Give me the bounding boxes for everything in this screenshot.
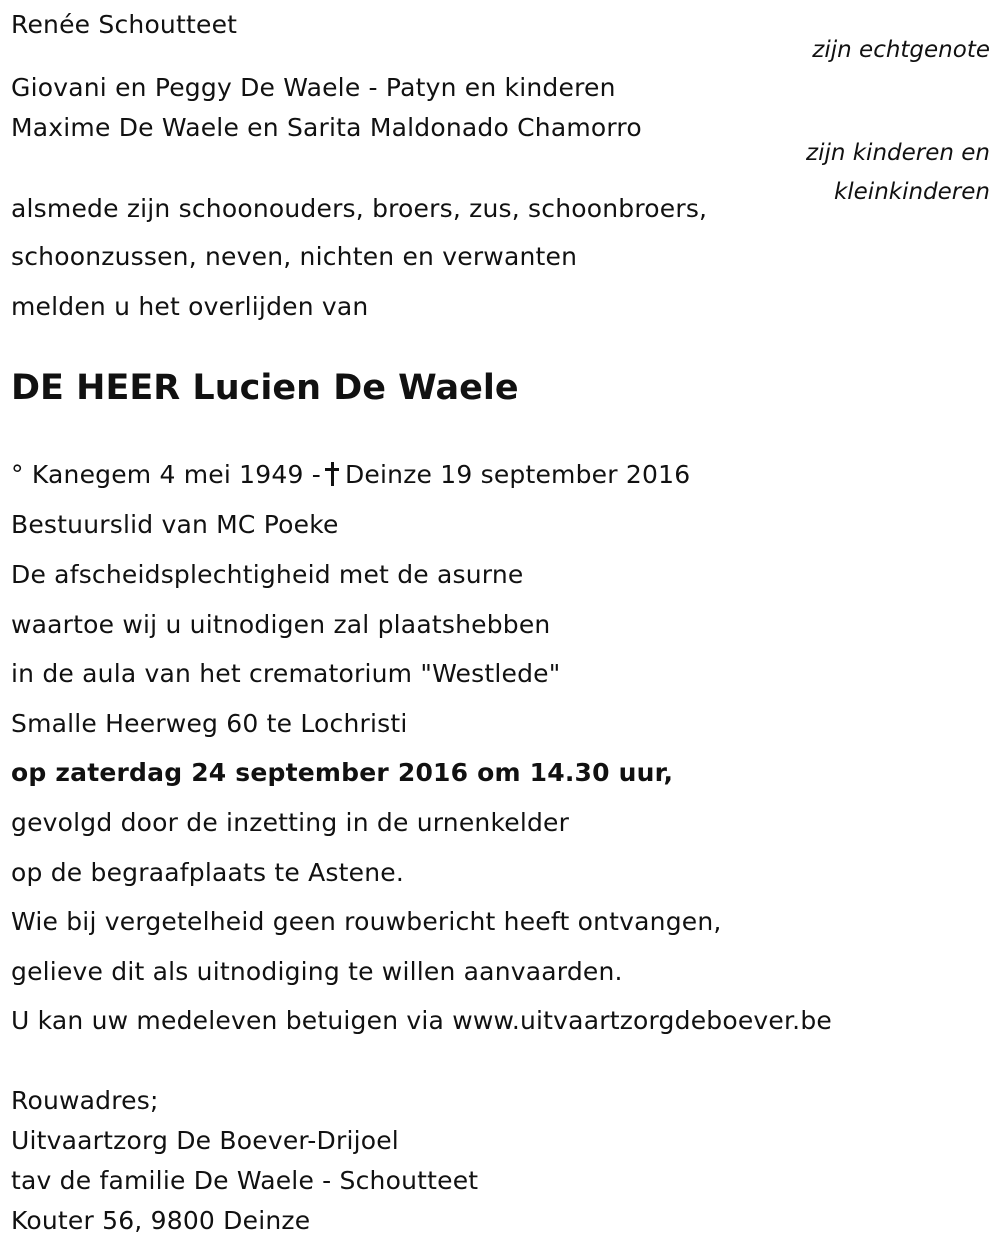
ceremony-after-line-3: Wie bij vergetelheid geen rouwbericht heeft ontvangen, (11, 907, 722, 936)
spouse-name: Renée Schoutteet (11, 10, 238, 39)
children-role-line-2: kleinkinderen (833, 179, 990, 205)
address-line-3: Kouter 56, 9800 Deinze (11, 1206, 311, 1235)
ceremony-date-time: op zaterdag 24 september 2016 om 14.30 uur, (11, 758, 674, 787)
children-line-1: Giovani en Peggy De Waele - Patyn en kinderen (11, 73, 616, 102)
spouse-role: zijn echtgenote (812, 37, 990, 63)
deceased-name: DE HEER Lucien De Waele (11, 368, 519, 408)
address-line-1: Uitvaartzorg De Boever-Drijoel (11, 1126, 399, 1155)
ceremony-line-2: waartoe wij u uitnodigen zal plaatshebben (11, 610, 551, 639)
deceased-role: Bestuurslid van MC Poeke (11, 510, 339, 539)
cross-icon (325, 462, 339, 486)
relatives-line-2: schoonzussen, neven, nichten en verwanten (11, 242, 578, 271)
relatives-line-1: alsmede zijn schoonouders, broers, zus, schoonbroers, (11, 194, 708, 223)
ceremony-after-line-5: U kan uw medeleven betuigen via www.uitvaartzorgdeboever.be (11, 1006, 832, 1035)
ceremony-after-line-1: gevolgd door de inzetting in de urnenkelder (11, 808, 570, 837)
ceremony-after-line-2: op de begraafplaats te Astene. (11, 858, 404, 887)
announce-line: melden u het overlijden van (11, 292, 369, 321)
children-line-2: Maxime De Waele en Sarita Maldonado Chamorro (11, 113, 642, 142)
ceremony-line-3: in de aula van het crematorium "Westlede" (11, 659, 561, 688)
ceremony-after-line-4: gelieve dit als uitnodiging te willen aanvaarden. (11, 957, 623, 986)
birth-text: ° Kanegem 4 mei 1949 - (11, 460, 321, 489)
address-heading: Rouwadres; (11, 1086, 159, 1115)
birth-death-line (11, 460, 690, 490)
ceremony-line-1: De afscheidsplechtigheid met de asurne (11, 560, 524, 589)
address-line-2: tav de familie De Waele - Schoutteet (11, 1166, 479, 1195)
death-text: Deinze 19 september 2016 (344, 460, 691, 489)
children-role-line-1: zijn kinderen en (806, 140, 990, 166)
ceremony-line-4: Smalle Heerweg 60 te Lochristi (11, 709, 408, 738)
